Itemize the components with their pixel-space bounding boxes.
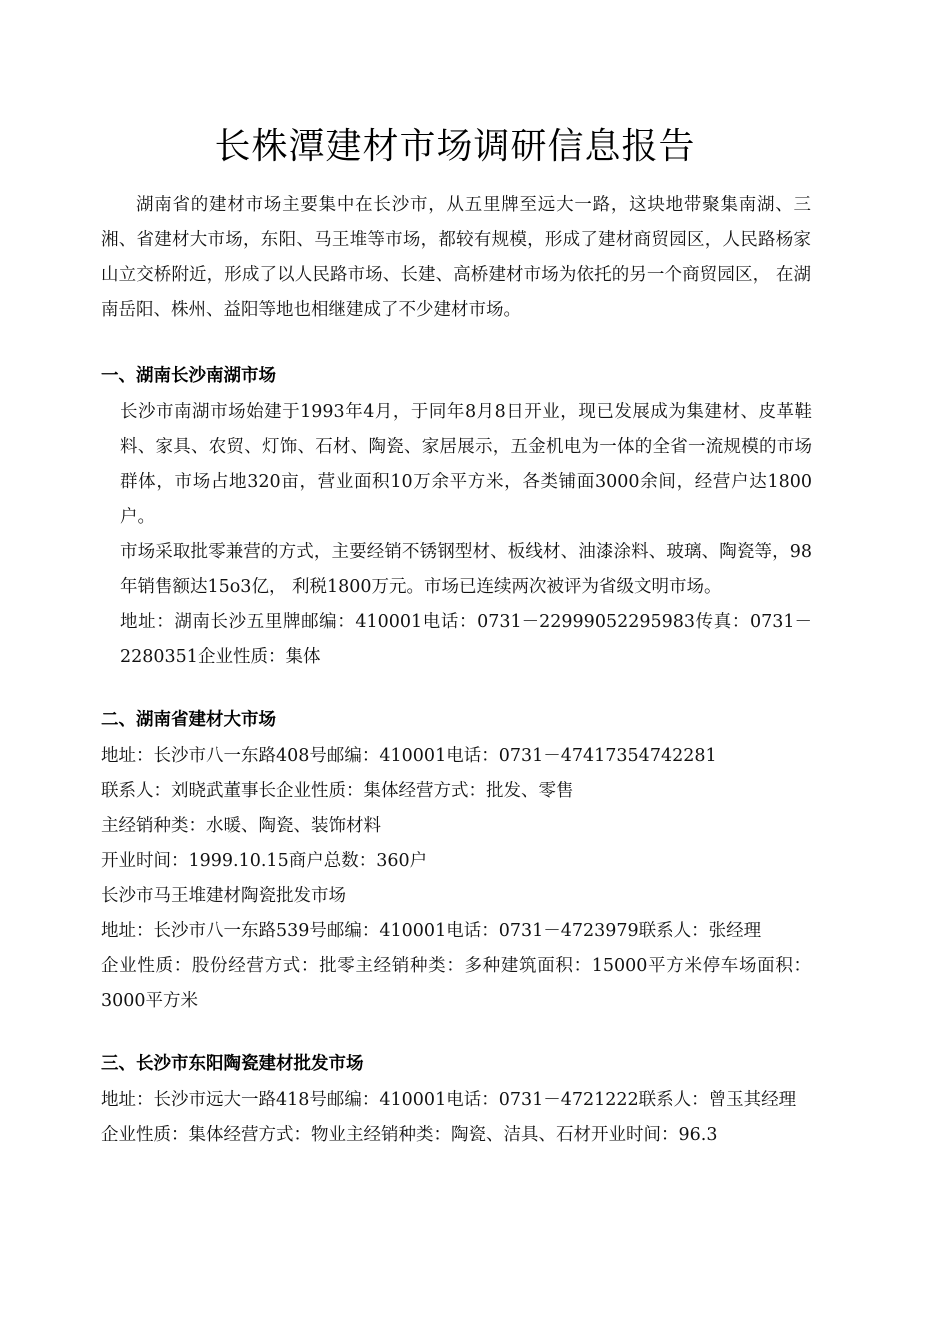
section-2-body xyxy=(101,739,811,1019)
section-3-line: 地址：长沙市远大一路418号邮编：410001电话：0731－4721222联系人：曾玉其经理 xyxy=(101,1090,797,1110)
section-3-body xyxy=(101,1083,811,1153)
section-2-line: 企业性质：股份经营方式：批零主经销种类：多种建筑面积：15000平方米停车场面积：3000平方米 xyxy=(101,956,811,1011)
section-2-line: 主经销种类：水暖、陶瓷、装饰材料 xyxy=(101,816,381,836)
section-2-heading: 二、湖南省建材大市场 xyxy=(101,710,276,730)
section-2-line: 地址：长沙市八一东路408号邮编：410001电话：0731－47417354742281 xyxy=(101,746,717,766)
intro-paragraph xyxy=(101,188,811,328)
section-2-line: 联系人：刘晓武董事长企业性质：集体经营方式：批发、零售 xyxy=(101,781,574,801)
section-2-line: 长沙市马王堆建材陶瓷批发市场 xyxy=(101,886,346,906)
page-title: 长株潭建材市场调研信息报告 xyxy=(214,126,696,167)
section-1-heading: 一、湖南长沙南湖市场 xyxy=(101,366,276,386)
section-2-line: 地址：长沙市八一东路539号邮编：410001电话：0731－4723979联系人：张经理 xyxy=(101,921,762,941)
section-2-line: 开业时间：1999.10.15商户总数：360户 xyxy=(101,851,428,871)
section-3-line: 企业性质：集体经营方式：物业主经销种类：陶瓷、洁具、石材开业时间：96.3 xyxy=(101,1125,718,1145)
section-1-body xyxy=(120,395,812,675)
section-3-heading: 三、长沙市东阳陶瓷建材批发市场 xyxy=(101,1054,364,1074)
section-1-para-3: 地址：湖南长沙五里牌邮编：410001电话：0731－22999052295983传真：0731－2280351企业性质：集体 xyxy=(120,612,812,667)
section-1-para-2: 市场采取批零兼营的方式，主要经销不锈钢型材、板线材、油漆涂料、玻璃、陶瓷等，98年销售额达15o3亿， 利税1800万元。市场已连续两次被评为省级文明市场。 xyxy=(120,542,812,597)
intro-text: 湖南省的建材市场主要集中在长沙市，从五里牌至远大一路，这块地带聚集南湖、三湘、省建材大市场，东阳、马王堆等市场，都较有规模，形成了建材商贸园区，人民路杨家山立交桥附近，形成了以人民路市场、长建、高桥建材市场为依托的另一个商贸园区， 在湖南岳阳、株州、益阳等地也相继建成了不少建材市场。 xyxy=(101,195,811,320)
section-1-para-1: 长沙市南湖市场始建于1993年4月，于同年8月8日开业，现已发展成为集建材、皮革鞋料、家具、农贸、灯饰、石材、陶瓷、家居展示，五金机电为一体的全省一流规模的市场群体，市场占地320亩，营业面积10万余平方米，各类铺面3000余间，经营户达1800户。 xyxy=(120,402,812,527)
